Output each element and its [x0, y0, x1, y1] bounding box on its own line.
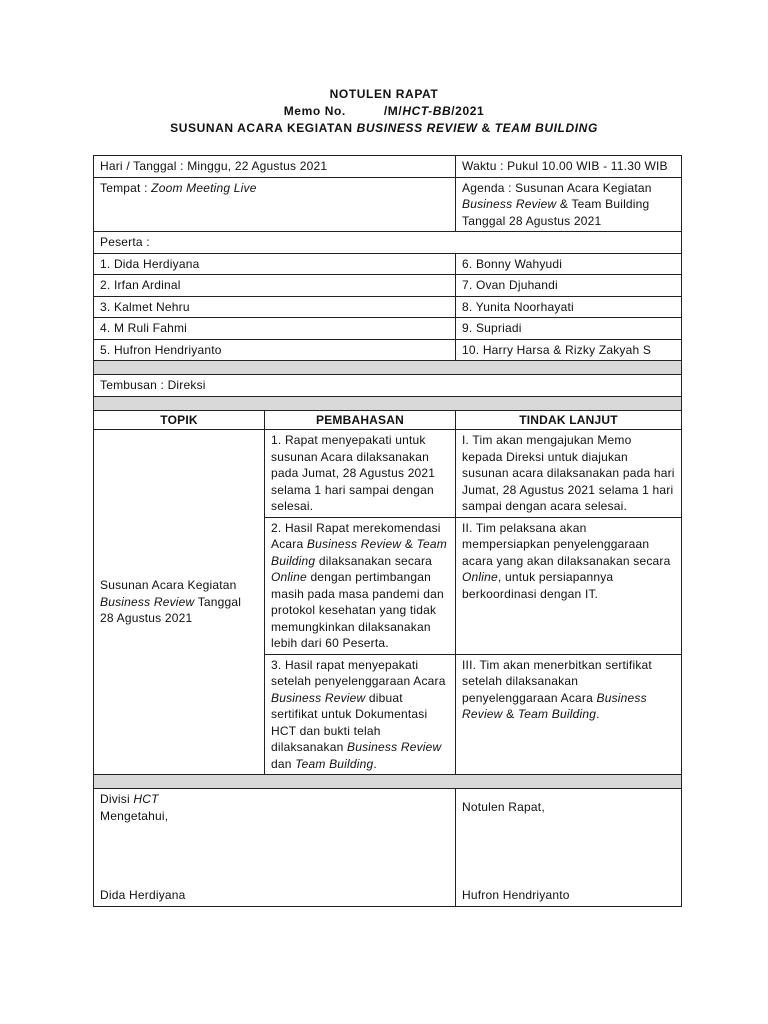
memo-prefix: Memo No.	[283, 104, 346, 118]
participant: 5. Hufron Hendriyanto	[94, 339, 456, 361]
signatory-left-name: Dida Herdiyana	[100, 888, 186, 902]
discussion-item-2: 2. Hasil Rapat merekomendasi Acara Business Review & Team Building dilaksanakan secara Online dengan pertimbangan masih pada masa pandemi dan protokol kesehatan yang tidak memungkinkan dilaksanakan lebih dari 60 Peserta.	[265, 517, 456, 654]
participant: 3. Kalmet Nehru	[94, 296, 456, 318]
followup-item-1: I. Tim akan mengajukan Memo kepada Direksi untuk diajukan susunan acara dilaksanakan pada hari Jumat, 28 Agustus 2021 selama 1 hari sampai dengan acara selesai.	[456, 430, 682, 518]
memo-number	[0, 103, 768, 120]
meeting-agenda: Agenda : Susunan Acara Kegiatan Business Review & Team Building Tanggal 28 Agustus 2021	[456, 177, 682, 232]
separator-row	[94, 396, 682, 410]
participant: 6. Bonny Wahyudi	[456, 253, 682, 275]
cc-line: Tembusan : Direksi	[94, 375, 682, 397]
meeting-place: Tempat : Zoom Meeting Live	[94, 177, 456, 232]
discussion-item-3: 3. Hasil rapat menyepakati setelah penyelenggaraan Acara Business Review dibuat sertifikat untuk Dokumentasi HCT dan bukti telah dilaksanakan Business Review dan Team Building.	[265, 654, 456, 775]
signature-table	[93, 774, 682, 907]
memo-year: /2021	[451, 104, 485, 118]
division-label: Divisi	[100, 792, 130, 806]
memo-slash: /M/	[383, 104, 403, 118]
separator-row	[94, 775, 682, 789]
meeting-date: Hari / Tanggal : Minggu, 22 Agustus 2021	[94, 156, 456, 178]
discussion-table	[93, 410, 682, 776]
signature-right	[456, 789, 682, 907]
followup-item-3: III. Tim akan menerbitkan sertifikat setelah dilaksanakan penyelenggaraan Acara Business Review & Team Building.	[456, 654, 682, 775]
participant: 8. Yunita Noorhayati	[456, 296, 682, 318]
memo-code: HCT-BB	[402, 104, 452, 118]
doc-title: NOTULEN RAPAT	[329, 87, 439, 101]
minutes-info-table	[93, 155, 682, 411]
meeting-time: Waktu : Pukul 10.00 WIB - 11.30 WIB	[456, 156, 682, 178]
participant: 1. Dida Herdiyana	[94, 253, 456, 275]
separator-row	[94, 361, 682, 375]
column-header-discussion: PEMBAHASAN	[265, 410, 456, 430]
column-header-followup: TINDAK LANJUT	[456, 410, 682, 430]
participant: 9. Supriadi	[456, 318, 682, 340]
topic-cell: Susunan Acara Kegiatan Business Review Tanggal 28 Agustus 2021	[94, 430, 265, 775]
participant: 2. Irfan Ardinal	[94, 275, 456, 297]
participants-label: Peserta :	[94, 232, 682, 254]
participant: 10. Harry Harsa & Rizky Zakyah S	[456, 339, 682, 361]
minutes-document	[93, 155, 681, 907]
participant: 4. M Ruli Fahmi	[94, 318, 456, 340]
participant: 7. Ovan Djuhandi	[456, 275, 682, 297]
signature-left	[94, 789, 456, 907]
column-header-topic: TOPIK	[94, 410, 265, 430]
doc-subtitle: SUSUNAN ACARA KEGIATAN BUSINESS REVIEW & TEAM BUILDING	[170, 121, 598, 135]
signatory-right-name: Hufron Hendriyanto	[462, 888, 570, 902]
acknowledged-label: Mengetahui,	[100, 808, 169, 823]
document-header	[0, 86, 768, 137]
discussion-item-1: 1. Rapat menyepakati untuk susunan Acara dilaksanakan pada Jumat, 28 Agustus 2021 selama 1 hari sampai dengan selesai.	[265, 430, 456, 518]
division-name: HCT	[133, 792, 159, 806]
minute-taker-label: Notulen Rapat,	[462, 800, 545, 814]
followup-item-2: II. Tim pelaksana akan mempersiapkan penyelenggaraan acara yang akan dilaksanakan secara Online, untuk persiapannya berkoordinasi dengan IT.	[456, 517, 682, 654]
